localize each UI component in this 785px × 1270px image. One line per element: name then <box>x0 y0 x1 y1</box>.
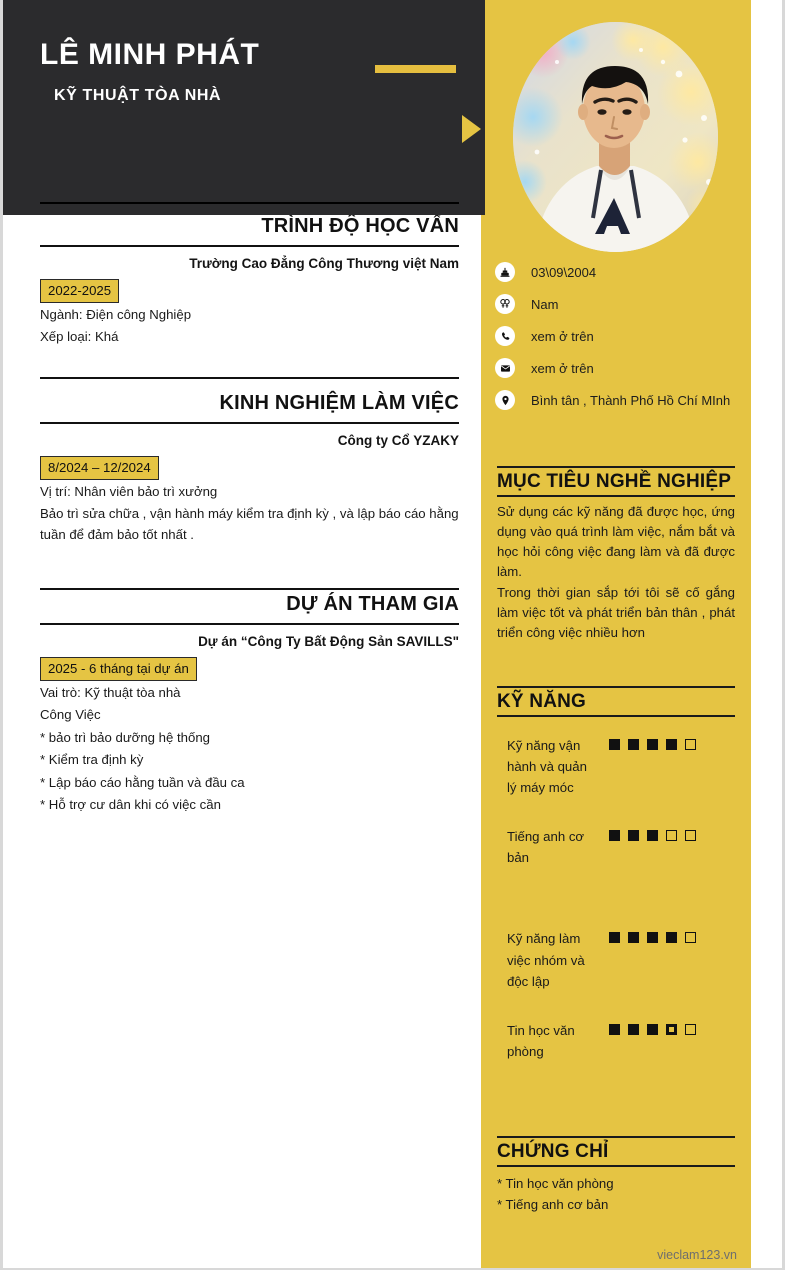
header-divider <box>40 202 459 204</box>
objective-body <box>497 502 735 643</box>
project-task-item: * Lập báo cáo hằng tuần và đầu ca <box>40 774 245 790</box>
rating-box <box>609 739 620 750</box>
objective-paragraph-2: Trong thời gian sắp tới tôi sẽ cố gắng làm việc tốt và phát triển bản thân , phát triển công việc nhiều hơn <box>497 584 735 640</box>
rating-box <box>609 932 620 943</box>
experience-description: Bảo trì sửa chữa , vận hành máy kiểm tra định kỳ , và lập báo cáo hằng tuần để đảm bảo tốt nhất . <box>40 506 459 543</box>
skill-row <box>497 1020 735 1062</box>
skill-row <box>497 826 735 868</box>
experience-title: KINH NGHIỆM LÀM VIỆC <box>219 392 459 414</box>
rating-box <box>666 830 677 841</box>
portrait-photo <box>513 22 718 252</box>
section-experience <box>40 392 459 546</box>
notch-arrow-icon <box>462 115 481 143</box>
section-objective <box>497 466 735 643</box>
skill-rating <box>609 735 696 750</box>
education-date-chip: 2022-2025 <box>40 279 119 303</box>
contact-list <box>495 256 751 416</box>
education-major: Ngành: Điện công Nghiệp <box>40 307 192 322</box>
project-task-item: * Kiểm tra định kỳ <box>40 752 144 768</box>
certificates-heading: CHỨNG CHỈ <box>497 1136 735 1167</box>
page-title: LÊ MINH PHÁT <box>40 38 260 71</box>
job-title: KỸ THUẬT TÒA NHÀ <box>54 87 222 104</box>
education-grade: Xếp loại: Khá <box>40 329 119 345</box>
education-title: TRÌNH ĐỘ HỌC VẤN <box>261 215 459 237</box>
email-icon <box>495 358 515 378</box>
contact-item-gender <box>495 288 751 320</box>
projects-divider <box>40 623 459 625</box>
skill-rating <box>609 1020 696 1035</box>
rating-box <box>666 932 677 943</box>
rating-box <box>647 830 658 841</box>
skill-row <box>497 928 735 991</box>
rating-box <box>647 739 658 750</box>
project-role: Vai trò: Kỹ thuật tòa nhà <box>40 685 181 700</box>
experience-divider <box>40 422 459 424</box>
skill-label: Kỹ năng làm việc nhóm và độc lập <box>507 931 585 989</box>
skill-row <box>497 735 735 798</box>
skills-list <box>497 735 735 1062</box>
section-skills <box>497 686 735 1090</box>
contact-item-location <box>495 384 751 416</box>
experience-top-divider <box>40 377 459 379</box>
rating-box <box>647 932 658 943</box>
contact-item-birthday <box>495 256 751 288</box>
rating-box <box>609 1024 620 1035</box>
rating-box <box>628 830 639 841</box>
skills-heading: KỸ NĂNG <box>497 686 735 717</box>
rating-box <box>647 1024 658 1035</box>
experience-date-chip: 8/2024 – 12/2024 <box>40 456 159 480</box>
skill-rating <box>609 928 696 943</box>
contact-item-email[interactable] <box>495 352 751 384</box>
rating-box <box>685 1024 696 1035</box>
project-name: Dự án “Công Ty Bất Động Sản SAVILLS" <box>198 634 459 649</box>
projects-date-chip: 2025 - 6 tháng tại dự án <box>40 657 197 681</box>
cv-header <box>3 0 485 215</box>
project-tasks-label: Công Việc <box>40 707 101 723</box>
education-divider <box>40 245 459 247</box>
rating-box <box>666 1024 677 1035</box>
certificates-list <box>497 1173 735 1216</box>
rating-box <box>628 932 639 943</box>
contact-birthday-text: 03\09\2004 <box>531 264 597 280</box>
rating-box <box>609 830 620 841</box>
location-icon <box>495 390 515 410</box>
project-task-item: * Hỗ trợ cư dân khi có việc cần <box>40 797 221 813</box>
rating-box <box>685 932 696 943</box>
rating-box <box>666 739 677 750</box>
education-school: Trường Cao Đẳng Công Thương việt Nam <box>189 256 459 271</box>
rating-box <box>628 739 639 750</box>
projects-title: DỰ ÁN THAM GIA <box>286 593 459 615</box>
contact-gender-text: Nam <box>531 296 559 312</box>
watermark: vieclam123.vn <box>657 1248 737 1262</box>
projects-top-divider <box>40 588 459 590</box>
certificate-item: * Tiếng anh cơ bản <box>497 1197 609 1213</box>
phone-icon <box>495 326 515 346</box>
section-education <box>40 215 459 348</box>
rating-box <box>685 830 696 841</box>
contact-item-phone[interactable] <box>495 320 751 352</box>
contact-email-text: xem ở trên <box>531 360 594 376</box>
contact-phone-text: xem ở trên <box>531 328 594 344</box>
experience-company: Công ty Cổ YZAKY <box>337 433 459 448</box>
skill-label: Kỹ năng vận hành và quản lý máy móc <box>507 737 587 796</box>
experience-position: Vị trí: Nhân viên bảo trì xưởng <box>40 484 218 499</box>
objective-heading: MỤC TIÊU NGHỀ NGHIỆP <box>497 466 735 497</box>
sidebar <box>481 0 751 1270</box>
section-projects <box>40 593 459 816</box>
rating-box <box>628 1024 639 1035</box>
objective-paragraph-1: Sử dụng các kỹ năng đã được học, ứng dụng vào quá trình làm việc, nắm bắt và học hỏi công việc đang làm và đã được làm. <box>497 503 735 580</box>
accent-bar <box>375 65 456 73</box>
gender-icon <box>495 294 515 314</box>
skill-label: Tiếng anh cơ bản <box>507 829 585 866</box>
certificate-item: * Tin học văn phòng <box>497 1175 614 1191</box>
skill-label: Tin học văn phòng <box>507 1022 575 1059</box>
section-certificates <box>497 1136 735 1216</box>
birthday-icon <box>495 262 515 282</box>
skill-rating <box>609 826 696 841</box>
avatar <box>513 22 718 252</box>
contact-location-text: Bình tân , Thành Phố Hồ Chí MInh <box>531 392 731 408</box>
rating-box <box>685 739 696 750</box>
project-task-item: * bảo trì bảo dưỡng hệ thống <box>40 729 210 745</box>
